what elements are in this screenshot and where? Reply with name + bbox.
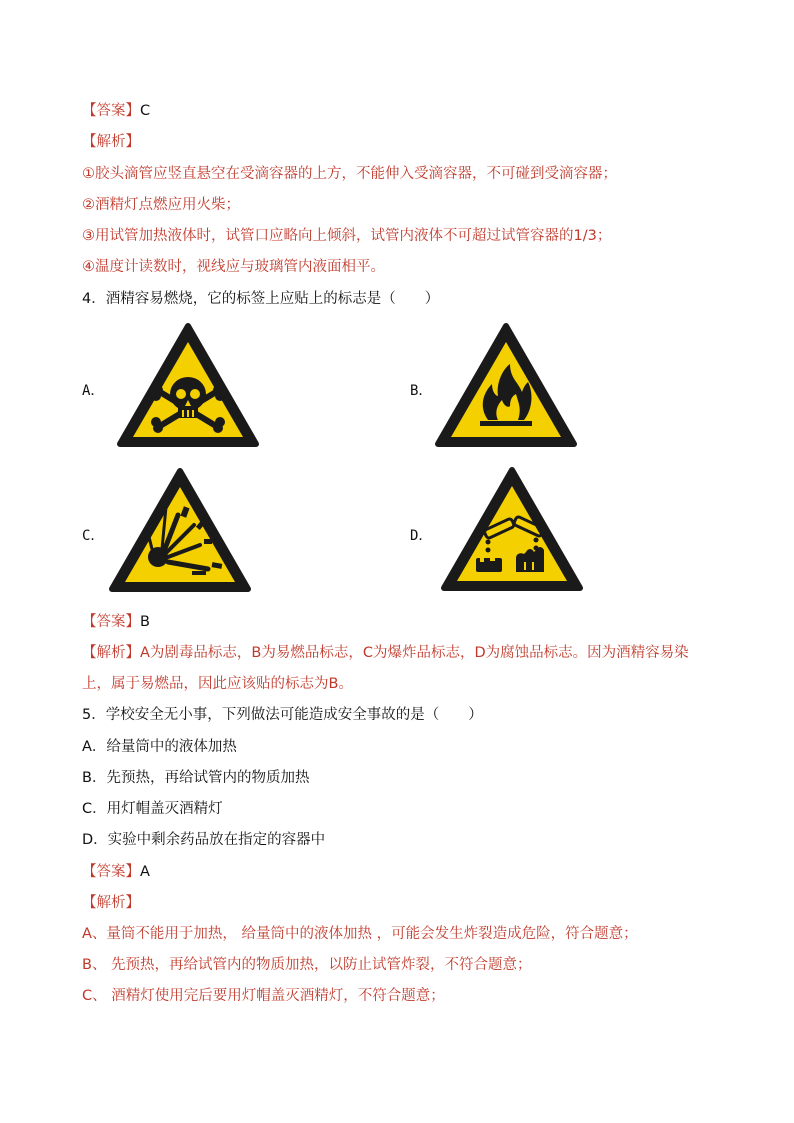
q4-analysis: [82, 643, 689, 663]
explosive-burst-sign-icon: [108, 467, 252, 595]
corrosive-liquid-sign-icon: [440, 466, 584, 594]
q5-option-a: A．给量筒中的液体加热: [82, 739, 237, 755]
answer-tag: 【答案】: [82, 103, 140, 119]
option-b-label: B．: [410, 383, 433, 399]
option-c-label: C．: [82, 528, 105, 544]
q4-question: 4．酒精容易燃烧，它的标签上应贴上的标志是（ ）: [82, 291, 440, 307]
q5-analysis-tag: 【解析】: [82, 895, 140, 911]
answer-value: A: [140, 864, 150, 880]
analysis-text: A为剧毒品标志，B为易燃品标志，C为爆炸品标志，D为腐蚀品标志。因为酒精容易染: [140, 645, 689, 661]
answer-value: C: [140, 103, 151, 119]
analysis-tag: 【解析】: [82, 645, 140, 661]
q4-answer: [82, 612, 150, 632]
q3-note-3: ③用试管加热液体时，试管口应略向上倾斜，试管内液体不可超过试管容器的1/3；: [82, 228, 612, 244]
q5-option-c: C．用灯帽盖灭酒精灯: [82, 801, 223, 817]
q4-analysis-line2: 上，属于易燃品，因此应该贴的标志为B。: [82, 676, 353, 692]
q3-note-1: ①胶头滴管应竖直悬空在受滴容器的上方，不能伸入受滴容器，不可碰到受滴容器；: [82, 166, 617, 182]
q5-question: 5．学校安全无小事，下列做法可能造成安全事故的是（ ）: [82, 707, 483, 723]
q3-analysis-tag: 【解析】: [82, 134, 140, 150]
q5-note-b: B、 先预热，再给试管内的物质加热，以防止试管炸裂，不符合题意；: [82, 957, 532, 973]
answer-tag: 【答案】: [82, 864, 140, 880]
q5-answer: [82, 862, 150, 882]
q3-note-4: ④温度计读数时，视线应与玻璃管内液面相平。: [82, 259, 385, 275]
toxic-skull-crossbones-sign-icon: [116, 322, 260, 450]
answer-tag: 【答案】: [82, 614, 140, 630]
q3-answer: [82, 101, 150, 121]
q5-note-a: A、量筒不能用于加热， 给量筒中的液体加热 ，可能会发生炸裂造成危险，符合题意；: [82, 926, 638, 942]
q3-note-2: ②酒精灯点燃应用火柴；: [82, 197, 240, 213]
q5-option-b: B．先预热，再给试管内的物质加热: [82, 770, 310, 786]
option-d-label: D．: [410, 528, 433, 544]
option-a-label: A．: [82, 383, 105, 399]
flammable-flame-sign-icon: [434, 322, 578, 450]
q5-option-d: D．实验中剩余药品放在指定的容器中: [82, 832, 326, 848]
q5-note-c: C、 酒精灯使用完后要用灯帽盖灭酒精灯，不符合题意；: [82, 988, 445, 1004]
answer-value: B: [140, 614, 150, 630]
